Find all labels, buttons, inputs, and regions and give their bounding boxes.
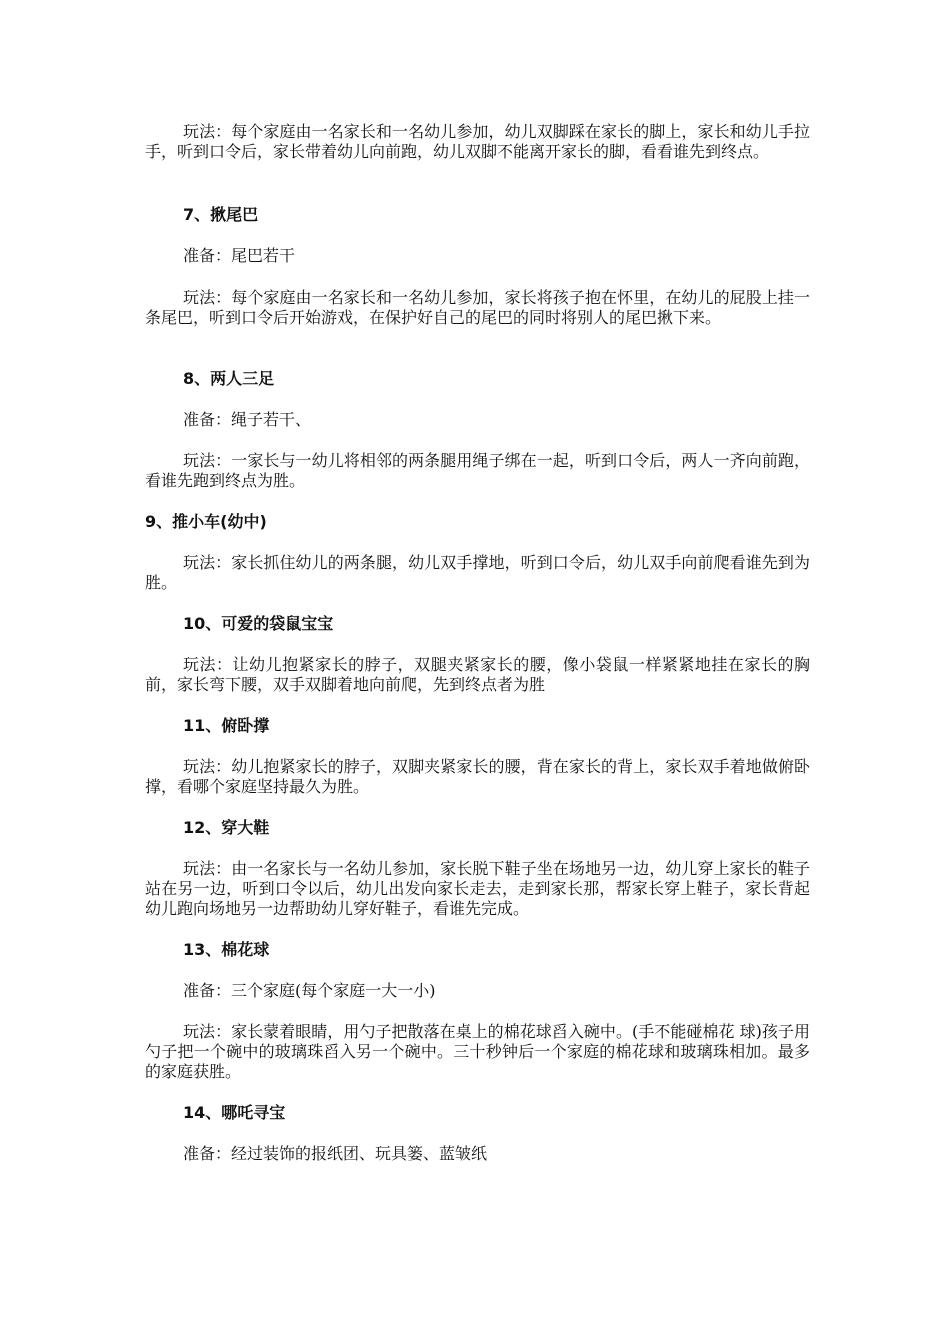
paragraph-game10-rules: 玩法：让幼儿抱紧家长的脖子，双腿夹紧家长的腰，像小袋鼠一样紧紧地挂在家长的胸前，家长弯下腰，双手双脚着地向前爬，先到终点者为胜 [145,655,810,694]
heading-game12: 12、穿大鞋 [183,818,270,837]
paragraph-game8-rules: 玩法：一家长与一幼儿将相邻的两条腿用绳子绑在一起，听到口令后，两人一齐向前跑，看谁先跑到终点为胜。 [145,451,810,490]
heading-game14: 14、哪吒寻宝 [183,1103,286,1122]
paragraph-game9-rules: 玩法：家长抓住幼儿的两条腿，幼儿双手撑地，听到口令后，幼儿双手向前爬看谁先到为胜。 [145,553,810,592]
paragraph-game12-rules: 玩法：由一名家长与一名幼儿参加，家长脱下鞋子坐在场地另一边，幼儿穿上家长的鞋子站在另一边，听到口令以后，幼儿出发向家长走去，走到家长那，帮家长穿上鞋子，家长背起幼儿跑向场地另一边帮助幼儿穿好鞋子，看谁先完成。 [145,859,810,918]
heading-game9: 9、推小车(幼中) [145,512,267,531]
paragraph-game8-prep: 准备：绳子若干、 [183,410,312,429]
paragraph-game6-rules: 玩法：每个家庭由一名家长和一名幼儿参加，幼儿双脚踩在家长的脚上，家长和幼儿手拉手，听到口令后，家长带着幼儿向前跑，幼儿双脚不能离开家长的脚，看看谁先到终点。 [145,122,810,161]
heading-game8: 8、两人三足 [183,369,275,388]
heading-game11: 11、俯卧撑 [183,716,270,735]
heading-game7: 7、揪尾巴 [183,205,259,224]
paragraph-game13-prep: 准备：三个家庭(每个家庭一大一小) [183,981,436,1000]
paragraph-game7-rules: 玩法：每个家庭由一名家长和一名幼儿参加，家长将孩子抱在怀里，在幼儿的屁股上挂一条尾巴，听到口令后开始游戏，在保护好自己的尾巴的同时将别人的尾巴揪下来。 [145,288,810,327]
paragraph-game11-rules: 玩法：幼儿抱紧家长的脖子，双脚夹紧家长的腰，背在家长的背上，家长双手着地做俯卧撑，看哪个家庭坚持最久为胜。 [145,757,810,796]
paragraph-game14-prep: 准备：经过装饰的报纸团、玩具篓、蓝皱纸 [183,1144,488,1163]
heading-game10: 10、可爱的袋鼠宝宝 [183,614,334,633]
paragraph-game7-prep: 准备：尾巴若干 [183,246,296,265]
paragraph-game13-rules: 玩法：家长蒙着眼睛，用勺子把散落在桌上的棉花球舀入碗中。(手不能碰棉花 球)孩子用勺子把一个碗中的玻璃珠舀入另一个碗中。三十秒钟后一个家庭的棉花球和玻璃珠相加。最多的家庭获胜。 [145,1022,810,1081]
heading-game13: 13、棉花球 [183,940,270,959]
